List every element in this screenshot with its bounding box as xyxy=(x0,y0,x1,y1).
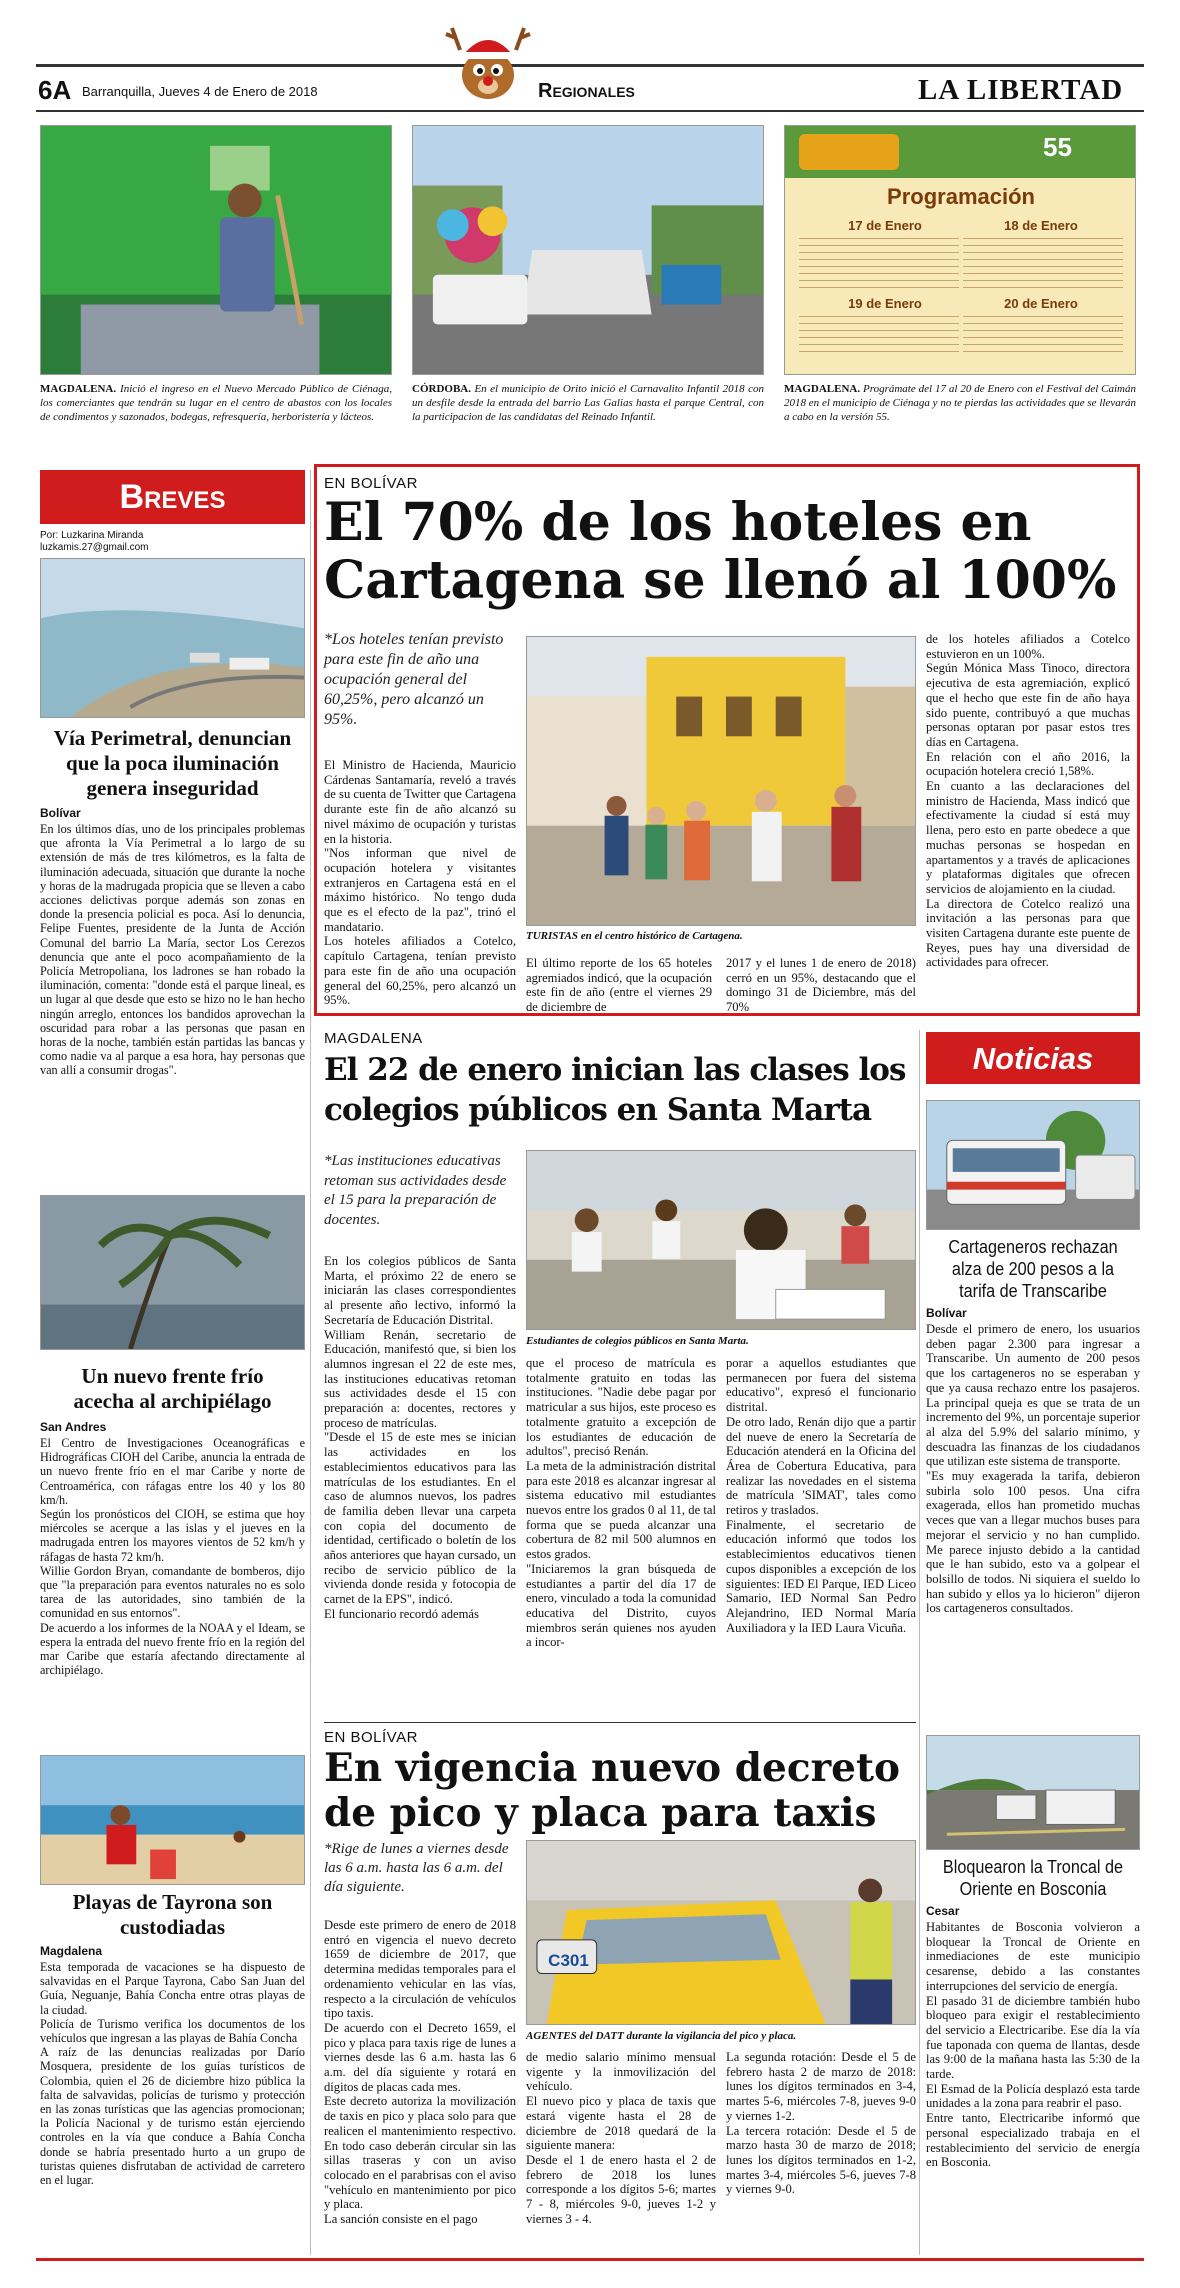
noticia-location: Bolívar xyxy=(926,1306,967,1320)
poster-day: 18 de Enero xyxy=(1004,218,1078,233)
story-lead: *Los hoteles tenían previsto para este fin de año una ocupación general del 60,25%, pero alcanzó un 95%. xyxy=(324,631,504,728)
palm-storm-photo xyxy=(40,1195,305,1350)
top-caption: MAGDALENA. Prográmate del 17 al 20 de Enero con el Festival del Caimán 2018 en el municipio de Ciénaga y no te pierdas las actividades que se llevarán a cabo en la versión 55. xyxy=(784,383,1136,423)
story-headline: En vigencia nuevo decreto de pico y placa para taxis xyxy=(324,1745,900,1836)
story-body: La segunda rotación: Desde el 5 de febrero hasta 2 de marzo de 2018: lunes los dígitos terminados en 3-4, martes 5-6, miércoles 7-8, jueves 9-0 y viernes 1-2. La tercera rotación: Desde el 5 de marzo hasta 30 de marzo de 2018; lunes los dígitos terminados en 1-2, martes 3-4, miércoles 5-6, jueves 7-8 y viernes 9-0. xyxy=(726,2050,916,2197)
breves-byline: Por: Luzkarina Miranda xyxy=(40,530,144,541)
noticia-body: Desde el primero de enero, los usuarios deben pagar 2.300 para ingresar a Transcaribe. Un aumento de 200 pesos que los cartageneros no se esperaban y que ya causa rechazo entre los pasajeros. La principal queja es que se trata de un incremento del 9%, un porcentaje superior al alza del 5.9% del salario mínimo, y descuadra las finanzas de los ciudadanos que utilizan este sistema de transporte. "Es muy exagerada la tarifa, debieron subirla solo 100 pesos. Una cifra exagerada, ellos han prometido muchas veces que van a llegar muchos buses para mejorar el servicio y no han cumplido. Me parece injusto debido a la cantidad que le han subido, esto va a golpear el bolsillo de todos. Ni siquiera el sueldo lo han subido y ellos ya lo hicieron" dijeron los cartageneros consultados. xyxy=(926,1322,1141,1616)
story-lead: *Rige de lunes a viernes desde las 6 a.m. hasta las 6 a.m. del día siguiente. xyxy=(324,1841,509,1895)
breve-headline: Playas de Tayrona son custodiadas xyxy=(72,1890,273,1939)
breve-body: El Centro de Investigaciones Oceanográficas e Hidrográficas CIOH del Caribe, anuncia la entrada de un nuevo frente frío en el mar Caribe y norte de Centroamérica, con ráfagas entre los 40 y los 80 km/h. Según los pronósticos del CIOH, se estima que hoy miércoles se acerque a las islas y el jueves en la madrugada entren los mayores vientos de 52 km/h y ráfagas de hasta 72 km/h. Willie Gordon Bryan, comandante de bomberos, dijo que "la preparación para eventos naturales no es solo tarea de las autoridades, sino también de la comunidad en sus entornos". De acuerdo a los informes de la NOAA y el Ideam, se espera la entrada del nuevo frente frío en la región del mar Caribe que estaría afectando directamente al archipiélago. xyxy=(40,1436,305,1678)
story-body: El último reporte de los 65 hoteles agremiados indicó, que la ocupación este fin de año (entre el viernes 29 de diciembre de xyxy=(526,956,716,1015)
christmas-reindeer-icon xyxy=(438,20,538,112)
noticia-body: Habitantes de Bosconia volvieron a bloquear la Troncal de Oriente en inmediaciones de este municipio cesarense, debido a las constantes interrupciones del servicio de energía. El pasado 31 de diciembre también hubo bloqueo para exigir el restablecimiento del servicio a Electricaribe. Ese día la vía fue taponada con quema de llantas, desde las 9:00 de la mañana hasta las 5:30 de la tarde. El Esmad de la Policía desplazó esta tarde unidades a la zona para reabrir el paso. Entre tanto, Electricaribe informó que personal especializado trabaja en el restablecimiento del servicio de energía en Bosconia. xyxy=(926,1920,1140,2170)
market-photo xyxy=(40,125,392,375)
dateline: Barranquilla, Jueves 4 de Enero de 2018 xyxy=(82,84,318,99)
breve-location: Bolívar xyxy=(40,806,81,820)
story-body: de medio salario mínimo mensual vigente y la inmovilización del vehículo. El nuevo pico y placa de taxis que estará vigente hasta el 28 de diciembre de 2018 quedará de la siguiente manera: Desde el 1 de enero hasta el 2 de febrero de 2018 los lunes corresponde a los dígitos 5-6; martes 7 - 8, miércoles 9-0, jueves 1-2 y viernes 3 - 4. xyxy=(526,2050,716,2226)
taxi-sign: C301 xyxy=(548,1951,589,1970)
festival-poster xyxy=(784,125,1136,375)
column-divider xyxy=(919,1030,920,2255)
footer-rule xyxy=(36,2258,1144,2261)
breves-title: Breves xyxy=(119,478,226,516)
noticias-title: Noticias xyxy=(972,1041,1094,1076)
road-block-photo xyxy=(926,1735,1140,1850)
photo-caption: Estudiantes de colegios públicos en Santa Marta. xyxy=(526,1335,749,1347)
photo-caption: TURISTAS en el centro histórico de Cartagena. xyxy=(526,930,743,942)
beach-lifeguard-photo xyxy=(40,1755,305,1885)
breve-location: Magdalena xyxy=(40,1944,103,1958)
bus-photo xyxy=(926,1100,1140,1230)
story-kicker: MAGDALENA xyxy=(324,1030,423,1047)
section-title: Regionales xyxy=(538,80,635,102)
story-kicker: EN BOLÍVAR xyxy=(324,475,418,492)
students-photo xyxy=(526,1150,916,1330)
story-body: Desde este primero de enero de 2018 entró en vigencia el nuevo decreto 1659 de diciembre de 2017, que determina medidas temporales para el ordenamiento vehicular en las vías, respecto a la circulación de vehículos tipo taxis. De acuerdo con el Decreto 1659, el pico y placa para taxis rige de lunes a viernes desde las 6 a.m. hasta las 6 a.m. del día siguiente y rotará en dígitos de placas cada mes. Este decreto autoriza la movilización de taxis en pico y placa solo para que realicen el mantenimiento respectivo. En todo caso deberán circular sin las sillas traseras y con un aviso colocado en el parabrisas con el aviso "vehículo en mantenimiento por pico y placa. La sanción consiste en el pago xyxy=(324,1918,516,2227)
poster-number: 55 xyxy=(1043,132,1072,162)
column-divider xyxy=(310,470,311,2255)
parade-photo xyxy=(412,125,764,375)
story3-top-rule xyxy=(324,1722,916,1723)
breve-headline: Vía Perimetral, denuncian que la poca iluminación genera inseguridad xyxy=(53,726,292,800)
page-number: 6A xyxy=(38,75,72,105)
header-top-rule xyxy=(36,64,1144,67)
poster-day: 19 de Enero xyxy=(848,296,922,311)
story-body: de los hoteles afiliados a Cotelco estuvieron en un 100%. Según Mónica Mass Tinoco, directora ejecutiva de esta agremiación, explicó que el hecho que este fin de año haya sido puente, contribuyó a que muchas personas optaran por pasar estos tres días en Cartagena. En relación con el año 2016, la ocupación hotelera creció 1,58%. En cuanto a las declaraciones del ministro de Hacienda, Mass indicó que efectivamente la ciudad sí está muy llena, pero esto en parte obedece a que muchas personas se hospedan en apartamentos y a través de aplicaciones y plataformas digitales que ofrecen servicios de alojamiento en la ciudad. La directora de Cotelco realizó una invitación a las personas para que visiten Cartagena durante este puente de Reyes, pues hay una diversidad de actividades para ofrecer. xyxy=(926,632,1130,970)
top-caption: CÓRDOBA. En el municipio de Orito inició el Carnavalito Infantil 2018 con un desfile desde la entrada del barrio Las Galias hasta el parque Central, con la participacion de las candidatas del Reinado Infantil. xyxy=(412,383,764,423)
poster-title: Programación xyxy=(887,184,1035,209)
poster-day: 20 de Enero xyxy=(1004,296,1078,311)
photo-caption: AGENTES del DATT durante la vigilancia del pico y placa. xyxy=(526,2030,797,2042)
story-kicker: EN BOLÍVAR xyxy=(324,1729,418,1746)
tourists-photo xyxy=(526,636,916,926)
noticia-headline: Cartageneros rechazan alza de 200 pesos a la tarifa de Transcaribe xyxy=(948,1237,1118,1301)
breve-headline: Un nuevo frente frío acecha al archipiélago xyxy=(73,1364,272,1413)
taxi-photo xyxy=(526,1840,916,2025)
story-body: 2017 y el lunes 1 de enero de 2018) cerró en un 95%, destacando que el domingo 31 de Diciembre, más del 70% xyxy=(726,956,920,1015)
story-headline: El 22 de enero inician las clases los colegios públicos en Santa Marta xyxy=(324,1052,906,1128)
breves-email[interactable]: luzkamis.27@gmail.com xyxy=(40,542,149,553)
story-body: porar a aquellos estudiantes que permanecen por fuera del sistema educativo", expresó el funcionario distrital. De otro lado, Renán dijo que a partir del nueve de enero la Secretaría de Educación atenderá en la Oficina del Área de Cobertura Educativa, para realizar las novedades en el sistema de matrícula 'SIMAT', tales como retiros y traslados. Finalmente, el secretario de educación informó que todos los establecimientos educativos tienen cupos disponibles a excepción de los siguientes: IED El Parque, IED Liceo Samario, IED Normal San Pedro Alejandrino, IED Normal María Auxiliadora y la IED Laura Vicuña. xyxy=(726,1356,916,1635)
story-body: El Ministro de Hacienda, Mauricio Cárdenas Santamaría, reveló a través de su cuenta de Twitter que Cartagena durante este fin de año alcanzó su nivel máximo de ocupación y turistas en la historia. "Nos informan que nivel de ocupación hotelera y visitantes extranjeros en Cartagena está en el máximo histórico. No tengo duda que es el efecto de la paz", trinó el mandatario. Los hoteles afiliados a Cotelco, capítulo Cartagena, tenían previsto para este fin de año una ocupación general del 60,25%, pero alcanzó un 95%. xyxy=(324,758,516,1008)
noticia-headline: Bloquearon la Troncal de Oriente en Bosconia xyxy=(942,1857,1124,1899)
header-bottom-rule xyxy=(36,110,1144,112)
newspaper-masthead: LA LIBERTAD xyxy=(918,74,1124,106)
poster-day: 17 de Enero xyxy=(848,218,922,233)
story-lead: *Las instituciones educativas retoman sus actividades desde el 15 para la preparación de docentes. xyxy=(324,1153,507,1228)
breve-location: San Andres xyxy=(40,1420,107,1434)
story-body: que el proceso de matrícula es totalmente gratuito en todas las instituciones. "Nadie debe pagar por matricular a sus hijos, este proceso es totalmente gratuito a excepción de los estudiantes de educación de adultos", precisó Renán. La meta de la administración distrital para este 2018 es alcanzar ingresar al sistema educativo mil estudiantes nuevos entre los grados 0 al 11, de tal forma que se pueda alcanzar una cobertura de 82 mil 500 alumnos en estos grados. "Iniciaremos la gran búsqueda de estudiantes a partir del día 17 de enero, vinculado a toda la comunidad educativa del Distrito, cuyos miembros serán quienes nos ayuden a incor- xyxy=(526,1356,716,1650)
noticia-location: Cesar xyxy=(926,1904,960,1918)
aerial-photo xyxy=(40,558,305,718)
breve-body: Esta temporada de vacaciones se ha dispuesto de salvavidas en el Parque Tayrona, Cabo San Juan del Guía, Neguanje, Bahía Concha entre otras playas de la ciudad. Policía de Turismo verifica los documentos de los vehículos que ingresan a las playas de Bahía Concha A raíz de las denuncias realizadas por Darío Mosquera, presidente de los guías turísticos de Colombia, quien el 26 de diciembre hizo pública la falta de salvavidas, policías de turismo y protección en las zonas turísticas que las agencias promocionan; la Policía Nacional y de turismo están ejerciendo controles en la vía que conduce a Bahía Concha donde se habría presentado hurto a un grupo de turistas quienes disfrutaban de actividad de carretero en el lugar. xyxy=(40,1960,305,2188)
top-caption: MAGDALENA. Inició el ingreso en el Nuevo Mercado Público de Ciénaga, los comerciantes que tendrán su lugar en el centro de abastos con los locales de condimentos y sazonados, bodegas, refresquería, herboristería y lácteos. xyxy=(40,383,392,423)
story-body: En los colegios públicos de Santa Marta, el próximo 22 de enero se iniciarán las clases correspondientes al presente año lectivo, informó la Secretaría de Educación Distrital. William Renán, secretario de Educación, manifestó que, si bien los alumnos ingresan el 22 de este mes, las instituciones educativas retoman sus actividades desde el 15 con preparación a: docentes, rectores y proceso de matrículas. "Desde el 15 de este mes se inician las actividades en los establecimientos educativos para las matrículas de los estudiantes. En el caso de alumnos nuevos, los padres de familia deben llevar una carpeta con copia del documento de identidad, certificado o boletín de los años anteriores que hayan cursado, un recibo de servicio público de la vivienda donde resida y fotocopia de carnet de la EPS", indicó. El funcionario recordó además xyxy=(324,1254,516,1621)
breve-body: En los últimos días, uno de los principales problemas que afronta la Vía Perimetral a lo largo de su extensión de más de tres kilómetros, es la falta de iluminación adecuada, situación que durante la noche y horas de la madrugada propicia que se lleven a cabo acciones delictivas porque además son zonas en donde la presencia policial es poca. Así lo denuncia, Felipe Fuentes, presidente de la Junta de Acción Comunal del barrio La María, sector Los Cerezos denuncia que ante el poco acompañamiento de la Policía Metropoliana, los ladrones se han robado la iluminación, comenta: "donde está el parque lineal, es un lugar al que desde que esto se hizo no le han hecho ningún arreglo, entonces los bandidos aprovechan la oscuridad para robar a las personas que pasan en horas de la noche, también están partidas las bancas y como nadie va al parque a esa hora, hay personas que van allí a consumir drogas". xyxy=(40,822,309,1078)
story-headline: El 70% de los hoteles en Cartagena se llenó al 100% xyxy=(324,492,1117,611)
